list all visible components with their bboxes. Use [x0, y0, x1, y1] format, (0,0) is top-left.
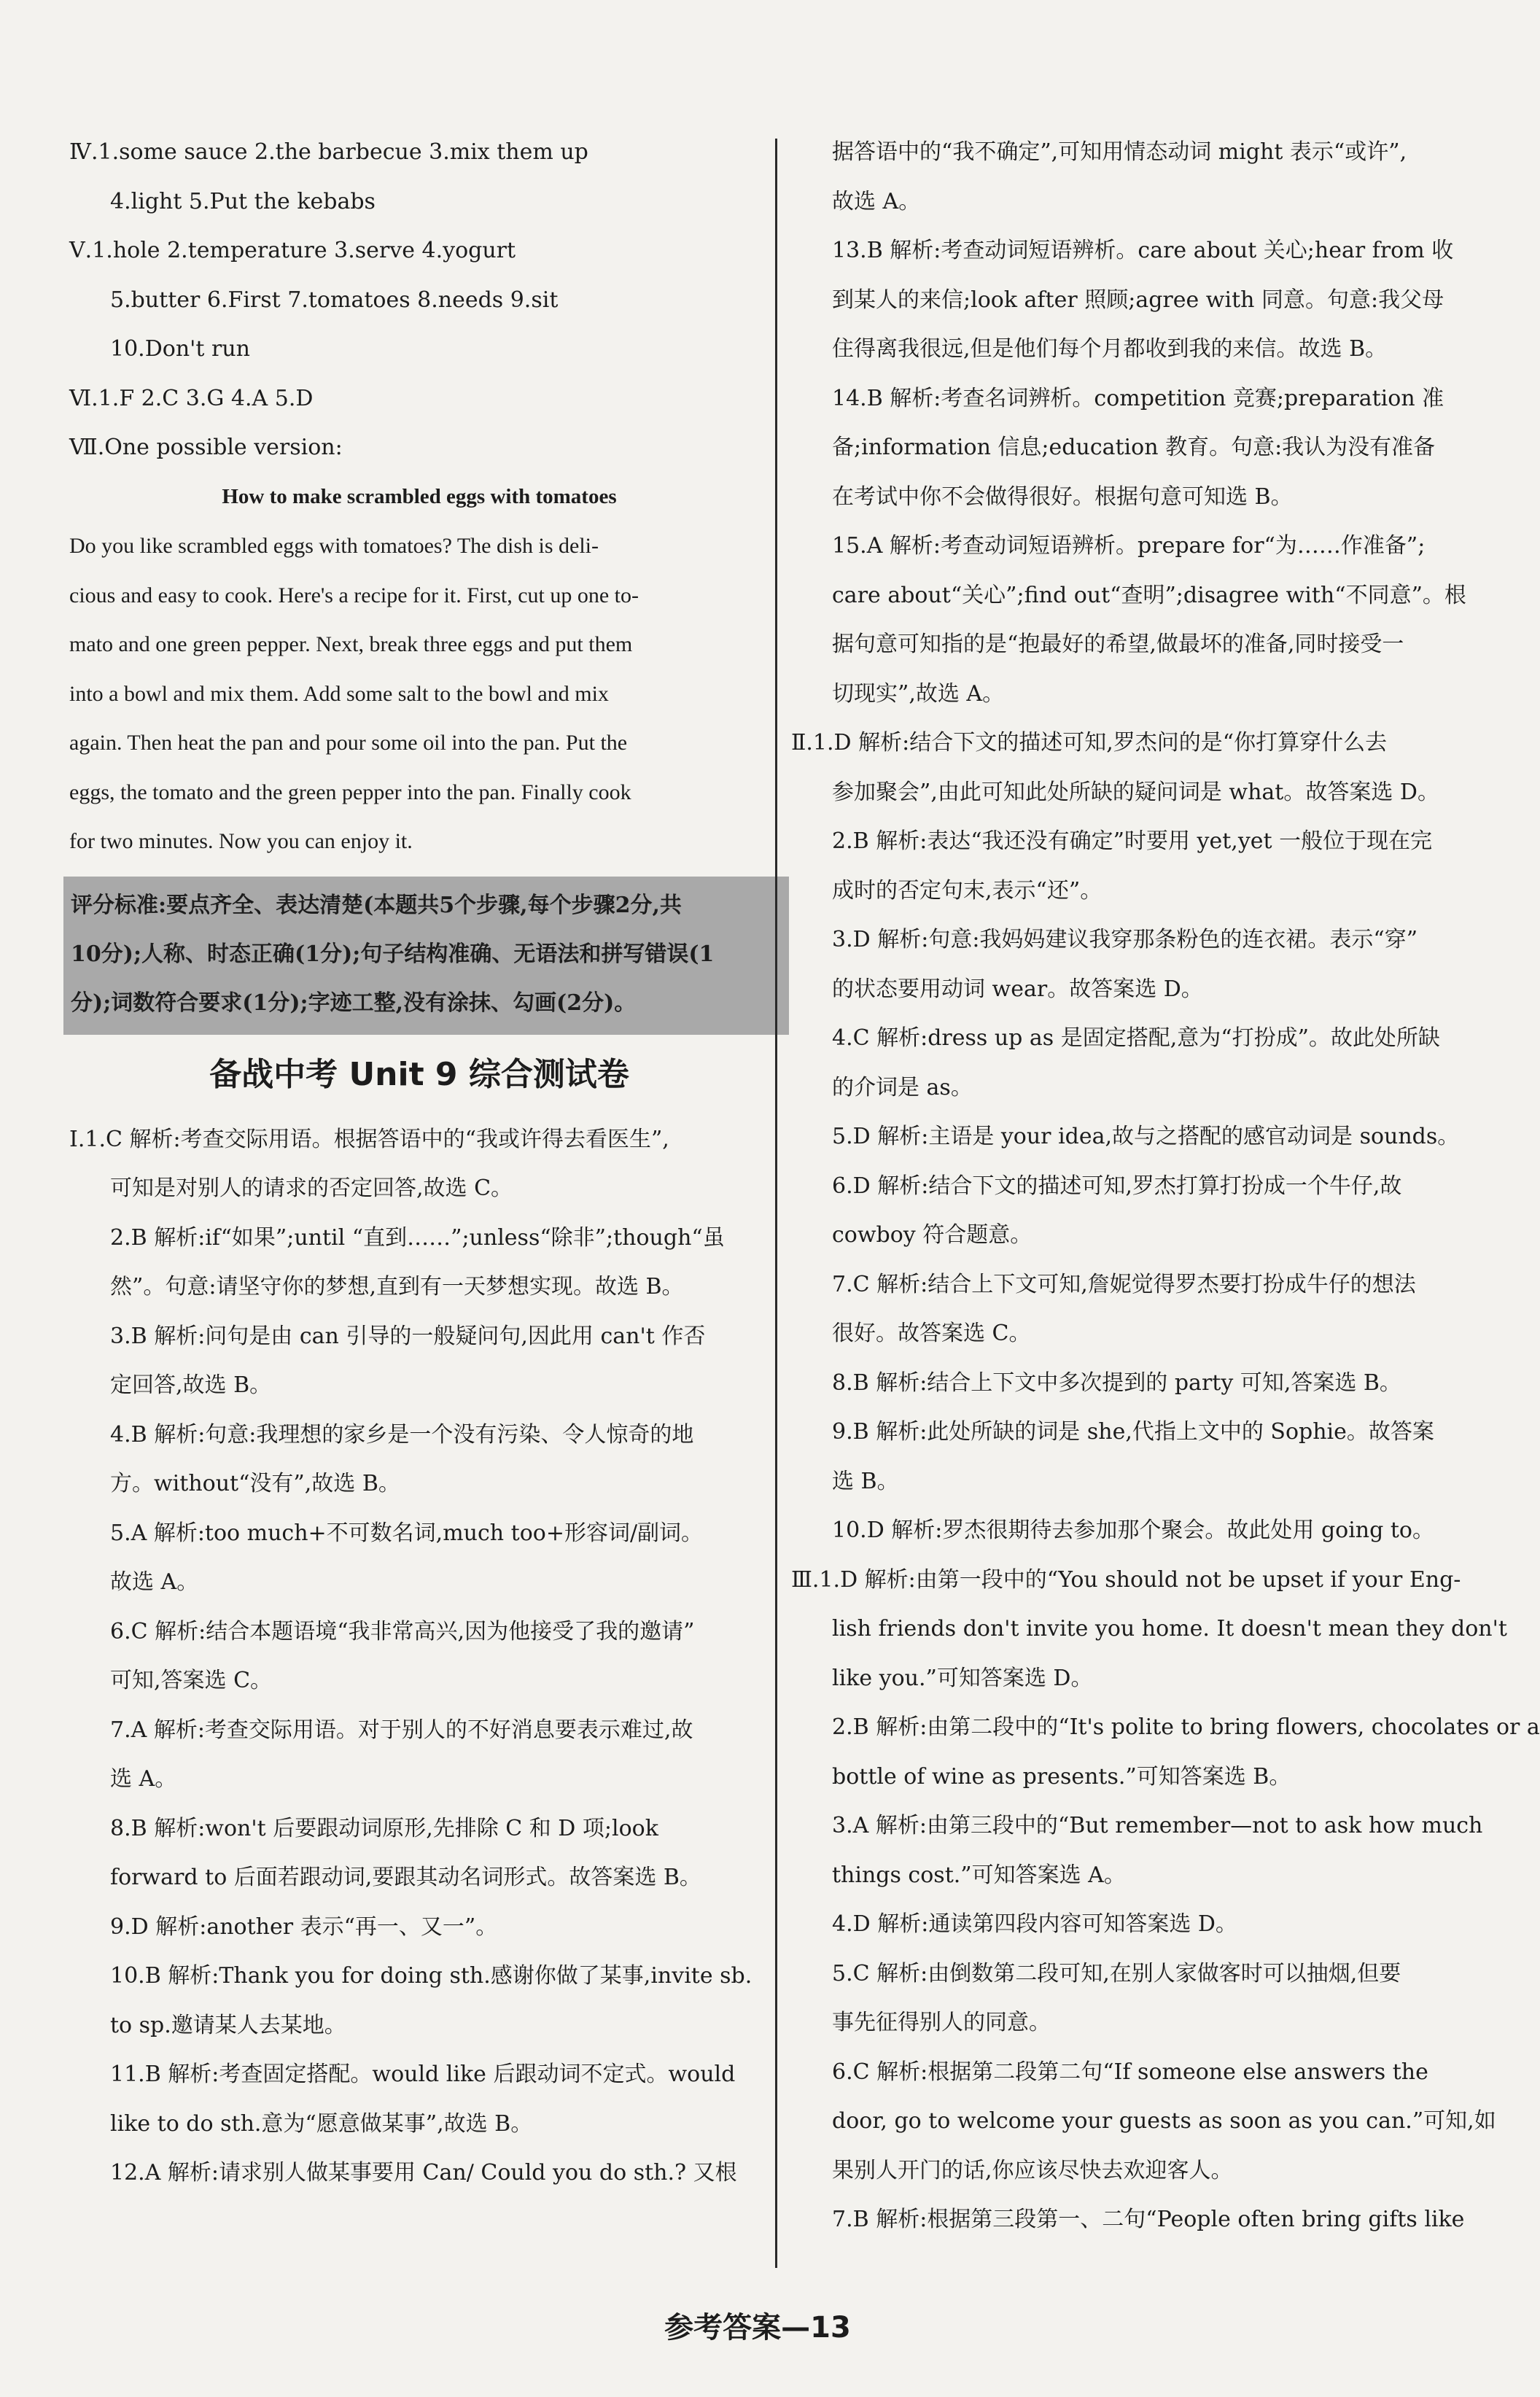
text-line: 4.light 5.Put the kebabs — [110, 188, 376, 214]
text-line: 很好。故答案选 C。 — [832, 1321, 1031, 1346]
text-line: 到某人的来信;look after 照顾;agree with 同意。句意:我父母 — [832, 287, 1444, 313]
essay-body — [69, 521, 769, 866]
text-line: 4.D 解析:通读第四段内容可知答案选 D。 — [832, 1911, 1237, 1937]
text-line: 4.C 解析:dress up as 是固定搭配,意为“打扮成”。故此处所缺 — [832, 1025, 1440, 1051]
text-line: 选 A。 — [110, 1766, 177, 1792]
text-line: 2.B 解析:表达“我还没有确定”时要用 yet,yet 一般位于现在完 — [832, 828, 1433, 854]
text-line: 8.B 解析:won't 后要跟动词原形,先排除 C 和 D 项;look — [110, 1815, 658, 1841]
text-line: 14.B 解析:考查名词辨析。competition 竞赛;preparation 准 — [832, 385, 1444, 411]
text-line: Ⅱ.1.D 解析:结合下文的描述可知,罗杰问的是“你打算穿什么去 — [791, 730, 1388, 755]
text-line: 可知,答案选 C。 — [110, 1668, 273, 1693]
text-line: forward to 后面若跟动词,要跟其动名词形式。故答案选 B。 — [110, 1865, 701, 1890]
page-footer: 参考答案—13 — [664, 2311, 851, 2344]
text-line: 5.C 解析:由倒数第二段可知,在别人家做客时可以抽烟,但要 — [832, 1960, 1401, 1986]
text-line: 7.C 解析:结合上下文可知,詹妮觉得罗杰要打扮成牛仔的想法 — [832, 1271, 1416, 1297]
grading-criteria-box — [63, 877, 789, 1035]
text-line: 2.B 解析:由第二段中的“It's polite to bring flowers, chocolates or a — [832, 1714, 1540, 1740]
text-line: 5.D 解析:主语是 your idea,故与之搭配的感官动词是 sounds。 — [832, 1124, 1460, 1149]
text-line: door, go to welcome your guests as soon as you can.”可知,如 — [832, 2108, 1496, 2134]
text-line: 7.A 解析:考查交际用语。对于别人的不好消息要表示难过,故 — [110, 1717, 693, 1743]
text-line: again. Then heat the pan and pour some oil into the pan. Put the — [69, 731, 628, 755]
text-line: 7.B 解析:根据第三段第一、二句“People often bring gifts like — [832, 2207, 1465, 2232]
right-column — [791, 128, 1540, 2245]
text-line: Ⅲ.1.D 解析:由第一段中的“You should not be upset if your Eng- — [791, 1566, 1461, 1593]
text-line: 在考试中你不会做得很好。根据句意可知选 B。 — [832, 483, 1293, 510]
section-title: 备战中考 Unit 9 综合测试卷 — [209, 1055, 629, 1093]
text-line: Ⅵ.1.F 2.C 3.G 4.A 5.D — [69, 385, 314, 411]
text-line: 的状态要用动词 wear。故答案选 D。 — [832, 976, 1203, 1002]
text-line: 6.D 解析:结合下文的描述可知,罗杰打算打扮成一个牛仔,故 — [832, 1173, 1402, 1199]
text-line: 9.B 解析:此处所缺的词是 she,代指上文中的 Sophie。故答案 — [832, 1419, 1434, 1445]
text-line: 果别人开门的话,你应该尽快去欢迎客人。 — [832, 2157, 1233, 2183]
text-line: 8.B 解析:结合上下文中多次提到的 party 可知,答案选 B。 — [832, 1370, 1401, 1396]
text-line: 3.B 解析:问句是由 can 引导的一般疑问句,因此用 can't 作否 — [110, 1323, 706, 1349]
answers-list-right — [791, 128, 1540, 2245]
text-line: like to do sth.意为“愿意做某事”,故选 B。 — [110, 2110, 533, 2137]
left-column — [69, 128, 769, 2198]
text-line: 6.C 解析:根据第二段第二句“If someone else answers the — [832, 2059, 1428, 2085]
text-line: 3.A 解析:由第三段中的“But remember—not to ask how much — [832, 1813, 1483, 1838]
text-line: 事先征得别人的同意。 — [832, 2010, 1051, 2035]
text-line: care about“关心”;find out“查明”;disagree with“不同意”。根 — [832, 582, 1466, 608]
text-line: 11.B 解析:考查固定搭配。would like 后跟动词不定式。would — [110, 2062, 736, 2087]
answers-list-bottom — [69, 1115, 769, 2198]
text-line: 10.B 解析:Thank you for doing sth.感谢你做了某事,invite sb. — [110, 1963, 752, 1989]
text-line: 15.A 解析:考查动词短语辨析。prepare for“为……作准备”; — [832, 533, 1426, 559]
text-line: 然”。句意:请坚守你的梦想,直到有一天梦想实现。故选 B。 — [110, 1274, 684, 1299]
text-line: Ⅰ.1.C 解析:考查交际用语。根据答语中的“我或许得去看医生”, — [69, 1126, 669, 1152]
text-line: 5.A 解析:too much+不可数名词,much too+形容词/副词。 — [110, 1520, 704, 1546]
text-line: 4.B 解析:句意:我理想的家乡是一个没有污染、令人惊奇的地 — [110, 1421, 694, 1448]
text-line: Do you like scrambled eggs with tomatoes? The dish is deli- — [69, 534, 599, 558]
text-line: like you.”可知答案选 D。 — [832, 1665, 1093, 1691]
text-line: 切现实”,故选 A。 — [832, 680, 1005, 707]
text-line: 据答语中的“我不确定”,可知用情态动词 might 表示“或许”, — [832, 139, 1407, 165]
text-line: to sp.邀请某人去某地。 — [110, 2012, 346, 2038]
text-line: 6.C 解析:结合本题语境“我非常高兴,因为他接受了我的邀请” — [110, 1618, 695, 1644]
text-line: bottle of wine as presents.”可知答案选 B。 — [832, 1763, 1291, 1790]
text-line: 9.D 解析:another 表示“再一、又一”。 — [110, 1914, 498, 1940]
text-line: 13.B 解析:考查动词短语辨析。care about 关心;hear from 收 — [832, 238, 1454, 263]
text-line: cious and easy to cook. Here's a recipe for it. First, cut up one to- — [69, 583, 639, 607]
text-line: into a bowl and mix them. Add some salt to the bowl and mix — [69, 681, 609, 706]
text-line: 选 B。 — [832, 1468, 899, 1494]
text-line: 参加聚会”,由此可知此处所缺的疑问词是 what。故答案选 D。 — [832, 779, 1439, 805]
text-line: mato and one green pepper. Next, break three eggs and put them — [69, 632, 633, 656]
text-line: for two minutes. Now you can enjoy it. — [69, 829, 413, 853]
text-line: 备;information 信息;education 教育。句意:我认为没有准备 — [832, 435, 1436, 460]
text-line: 的介词是 as。 — [832, 1074, 973, 1100]
column-divider — [775, 139, 777, 2268]
text-line: 10.Don't run — [110, 336, 250, 362]
text-line: 2.B 解析:if“如果”;until “直到……”;unless“除非”;though“虽 — [110, 1224, 725, 1251]
text-line: Ⅶ.One possible version: — [69, 435, 343, 460]
text-line: 定回答,故选 B。 — [110, 1372, 272, 1398]
text-line: 3.D 解析:句意:我妈妈建议我穿那条粉色的连衣裙。表示“穿” — [832, 927, 1418, 952]
text-line: 10.D 解析:罗杰很期待去参加那个聚会。故此处用 going to。 — [832, 1518, 1434, 1543]
text-line: 故选 A。 — [832, 188, 921, 214]
text-line: lish friends don't invite you home. It doesn't mean they don't — [832, 1616, 1507, 1642]
text-line: 12.A 解析:请求别人做某事要用 Can/ Could you do sth.? 又根 — [110, 2160, 737, 2186]
text-line: 评分标准:要点齐全、表达清楚(本题共5个步骤,每个步骤2分,共 — [71, 892, 682, 918]
text-line: Ⅴ.1.hole 2.temperature 3.serve 4.yogurt — [69, 238, 516, 263]
text-line: 据句意可知指的是“抱最好的希望,做最坏的准备,同时接受一 — [832, 632, 1404, 657]
grading-criteria-text — [71, 881, 782, 1027]
text-line: 方。without“没有”,故选 B。 — [110, 1471, 400, 1496]
text-line: things cost.”可知答案选 A。 — [832, 1862, 1126, 1888]
text-line: cowboy 符合题意。 — [832, 1222, 1032, 1248]
text-line: 故选 A。 — [110, 1569, 199, 1595]
answers-list-top — [69, 128, 769, 473]
text-line: 5.butter 6.First 7.tomatoes 8.needs 9.sit — [110, 287, 559, 313]
text-line: Ⅳ.1.some sauce 2.the barbecue 3.mix them up — [69, 139, 588, 165]
text-line: 住得离我很远,但是他们每个月都收到我的来信。故选 B。 — [832, 336, 1388, 362]
text-line: 成时的否定句末,表示“还”。 — [832, 877, 1102, 904]
text-line: eggs, the tomato and the green pepper into the pan. Finally cook — [69, 780, 631, 804]
essay-title: How to make scrambled eggs with tomatoes — [222, 484, 617, 508]
text-line: 10分);人称、时态正确(1分);句子结构准确、无语法和拼写错误(1 — [71, 941, 715, 967]
text-line: 分);词数符合要求(1分);字迹工整,没有涂抹、勾画(2分)。 — [71, 990, 637, 1016]
text-line: 可知是对别人的请求的否定回答,故选 C。 — [110, 1176, 513, 1201]
